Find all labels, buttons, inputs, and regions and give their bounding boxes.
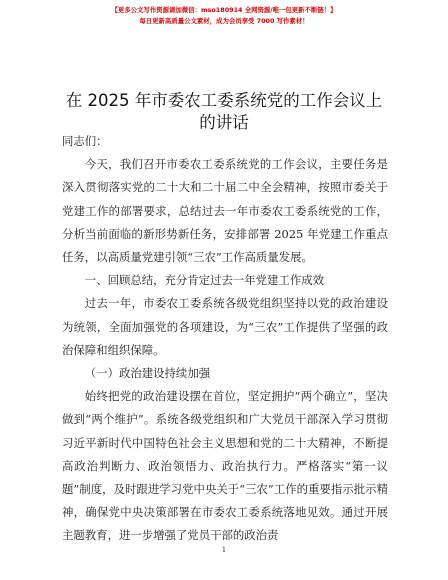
resource-banner [0, 5, 448, 27]
paragraph-intro: 今天，我们召开市委农工委系统党的工作会议，主要任务是深入贯彻落实党的二十大和二十届二中全会精神，按照市委关于党建工作的部署要求，总结过去一年市委农工委系统党的工作，分析当前面临的新形势新任务，安排部署 2025 年党建工作重点任务，以高质量党建引领“三农”工作高质量发展。 [62, 157, 388, 265]
banner-line-2: 每日更新高质量公文素材，成为会员享受 7000 写作素材！ [139, 17, 309, 25]
page-number: 1 [221, 546, 227, 554]
document-body [62, 130, 388, 548]
section-heading-1: 一、回顾总结，充分肯定过去一年党建工作成效 [84, 273, 325, 288]
paragraph-review: 过去一年，市委农工委系统各级党组织坚持以党的政治建设为统领，全面加强党的各项建设，为“三农”工作提供了坚强的政治保障和组织保障。 [62, 296, 388, 357]
banner-line-1: 【更多公文写作资源请加微信：mso180914 全网资源/唯一包更新不断链！】 [111, 6, 337, 14]
subsection-heading-1: （一）政治建设持续加强 [84, 366, 211, 381]
salutation: 同志们： [62, 134, 108, 148]
document-title: 在 2025 年市委农工委系统党的工作会议上的讲话 [65, 91, 383, 132]
paragraph-political: 始终把党的政治建设摆在首位，坚定拥护“两个确立”，坚决做到“两个维护”。系统各级党组织和广大党员干部深入学习贯彻习近平新时代中国特色社会主义思想和党的二十大精神，不断提高政治判断力、政治领悟力、政治执行力。严格落实“第一议题”制度，及时跟进学习党中央关于“三农”工作的重要指示批示精神，确保党中央决策部署在市委农工委系统落地见效。通过开展主题教育，进一步增强了党员干部的政治责 [62, 389, 388, 543]
